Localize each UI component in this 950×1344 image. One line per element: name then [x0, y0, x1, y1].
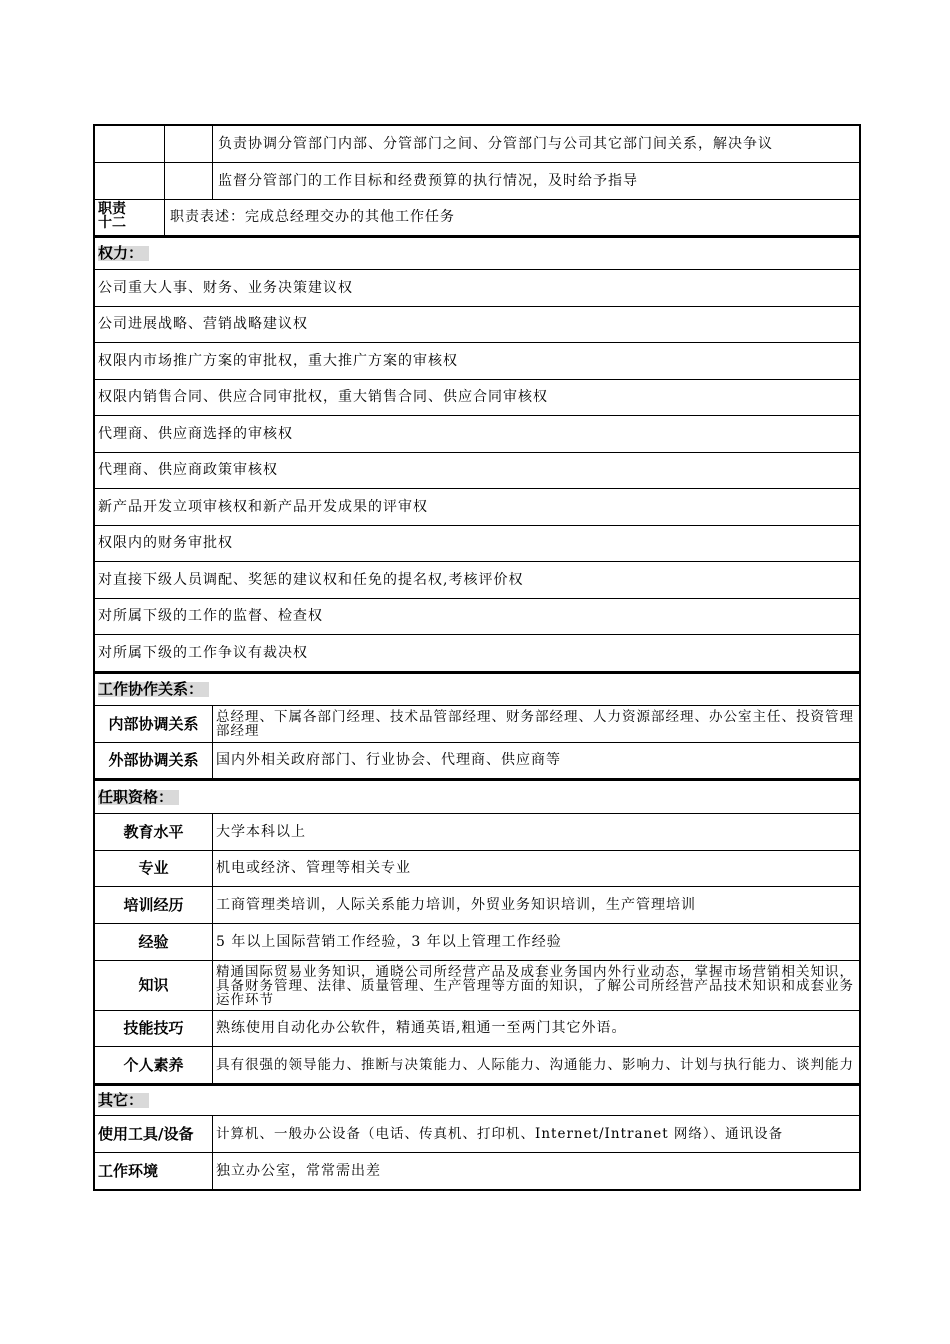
other-heading: [95, 1086, 149, 1115]
external-coordination-text: 国内外相关政府部门、行业协会、代理商、供应商等: [216, 752, 561, 768]
duty-twelve-row: [95, 200, 859, 236]
duty-item: 负责协调分管部门内部、分管部门之间、分管部门与公司其它部门间关系，解决争议: [218, 135, 773, 152]
duty-sub-cell-empty: [165, 126, 213, 162]
power-item-row: [95, 599, 859, 635]
internal-coordination-row: [95, 706, 859, 743]
internal-coordination-text: 总经理、下属各部门经理、技术品管部经理、财务部经理、人力资源部经理、办公室主任、投资管理部经理: [216, 709, 854, 739]
power-item-row: [95, 562, 859, 599]
power-item-row: [95, 380, 859, 416]
tools-label: 使用工具/设备: [95, 1116, 213, 1152]
duty-twelve-label: [95, 200, 165, 235]
qualification-row: [95, 814, 859, 851]
power-item: 公司重大人事、财务、业务决策建议权: [98, 279, 353, 296]
education-label: 教育水平: [95, 814, 213, 850]
power-item-row: [95, 635, 859, 672]
other-heading-text: 其它：: [98, 1093, 149, 1108]
duty-twelve-label-line2: 十二: [98, 215, 126, 231]
other-heading-row: [95, 1084, 859, 1116]
major-text: 机电或经济、管理等相关专业: [216, 860, 411, 876]
cooperation-heading: [95, 674, 209, 705]
qualification-heading-row: [95, 779, 859, 814]
duty-label-cell-empty: [95, 163, 165, 199]
power-heading: [95, 238, 149, 269]
external-coordination-row: [95, 743, 859, 779]
power-item: 公司进展战略、营销战略建议权: [98, 316, 308, 332]
power-item-row: [95, 343, 859, 380]
cooperation-heading-text: 工作协作关系：: [98, 682, 209, 697]
experience-text: 5 年以上国际营销工作经验，3 年以上管理工作经验: [216, 933, 562, 950]
knowledge-text: 精通国际贸易业务知识，通晓公司所经营产品及成套业务国内外行业动态，掌握市场营销相关知识，具备财务管理、法律、质量管理、生产管理等方面的知识，了解公司所经营产品技术知识和成套业务运作环节: [216, 963, 854, 1008]
duty-label-cell-empty: [95, 126, 165, 162]
environment-label: 工作环境: [95, 1153, 213, 1189]
power-item-row: [95, 416, 859, 453]
qualification-row: [95, 1047, 859, 1084]
knowledge-label: 知识: [95, 961, 213, 1010]
qualification-heading: [95, 781, 179, 813]
internal-coordination-label: 内部协调关系: [95, 706, 213, 742]
power-item-row: [95, 307, 859, 343]
experience-label: 经验: [95, 924, 213, 960]
power-heading-text: 权力：: [98, 246, 149, 261]
power-item: 代理商、供应商政策审核权: [98, 462, 278, 478]
power-item-row: [95, 270, 859, 307]
environment-text: 独立办公室，常常需出差: [216, 1162, 381, 1179]
qualification-row: [95, 924, 859, 961]
qualification-row: [95, 961, 859, 1011]
power-item: 代理商、供应商选择的审核权: [98, 425, 293, 442]
tools-row: [95, 1116, 859, 1153]
power-item: 对所属下级的工作的监督、检查权: [98, 608, 323, 624]
duty-row-coordination: [95, 126, 859, 163]
power-item-row: [95, 453, 859, 489]
personal-quality-text: 具有很强的领导能力、推断与决策能力、人际能力、沟通能力、影响力、计划与执行能力、谈判能力: [216, 1057, 854, 1073]
power-item: 新产品开发立项审核权和新产品开发成果的评审权: [98, 498, 428, 515]
power-item-row: [95, 489, 859, 526]
environment-row: [95, 1153, 859, 1189]
qualification-row: [95, 1011, 859, 1047]
duty-twelve-text: 职责表述：完成总经理交办的其他工作任务: [170, 209, 455, 225]
skills-text: 熟练使用自动化办公软件，精通英语,粗通一至两门其它外语。: [216, 1020, 627, 1036]
skills-label: 技能技巧: [95, 1011, 213, 1046]
duty-item: 监督分管部门的工作目标和经费预算的执行情况，及时给予指导: [218, 172, 638, 189]
major-label: 专业: [95, 851, 213, 886]
power-item: 对所属下级的工作争议有裁决权: [98, 644, 308, 661]
power-item: 权限内销售合同、供应合同审批权，重大销售合同、供应合同审核权: [98, 389, 548, 405]
job-description-table: [93, 124, 861, 1191]
power-item: 权限内市场推广方案的审批权，重大推广方案的审核权: [98, 352, 458, 369]
power-item-row: [95, 526, 859, 562]
duty-sub-cell-empty: [165, 163, 213, 199]
external-coordination-label: 外部协调关系: [95, 743, 213, 778]
training-label: 培训经历: [95, 887, 213, 923]
tools-text: 计算机、一般办公设备（电话、传真机、打印机、Internet/Intranet 网络）、通讯设备: [216, 1126, 784, 1142]
duty-twelve-label-line1: 职责: [98, 201, 126, 217]
cooperation-heading-row: [95, 672, 859, 706]
duty-row-supervision: [95, 163, 859, 200]
qualification-row: [95, 851, 859, 887]
power-heading-row: [95, 236, 859, 270]
power-item: 权限内的财务审批权: [98, 535, 233, 551]
power-item: 对直接下级人员调配、奖惩的建议权和任免的提名权,考核评价权: [98, 571, 524, 588]
qualification-row: [95, 887, 859, 924]
education-text: 大学本科以上: [216, 823, 306, 840]
qualification-heading-text: 任职资格：: [98, 790, 179, 805]
personal-quality-label: 个人素养: [95, 1047, 213, 1083]
training-text: 工商管理类培训，人际关系能力培训，外贸业务知识培训，生产管理培训: [216, 896, 696, 913]
